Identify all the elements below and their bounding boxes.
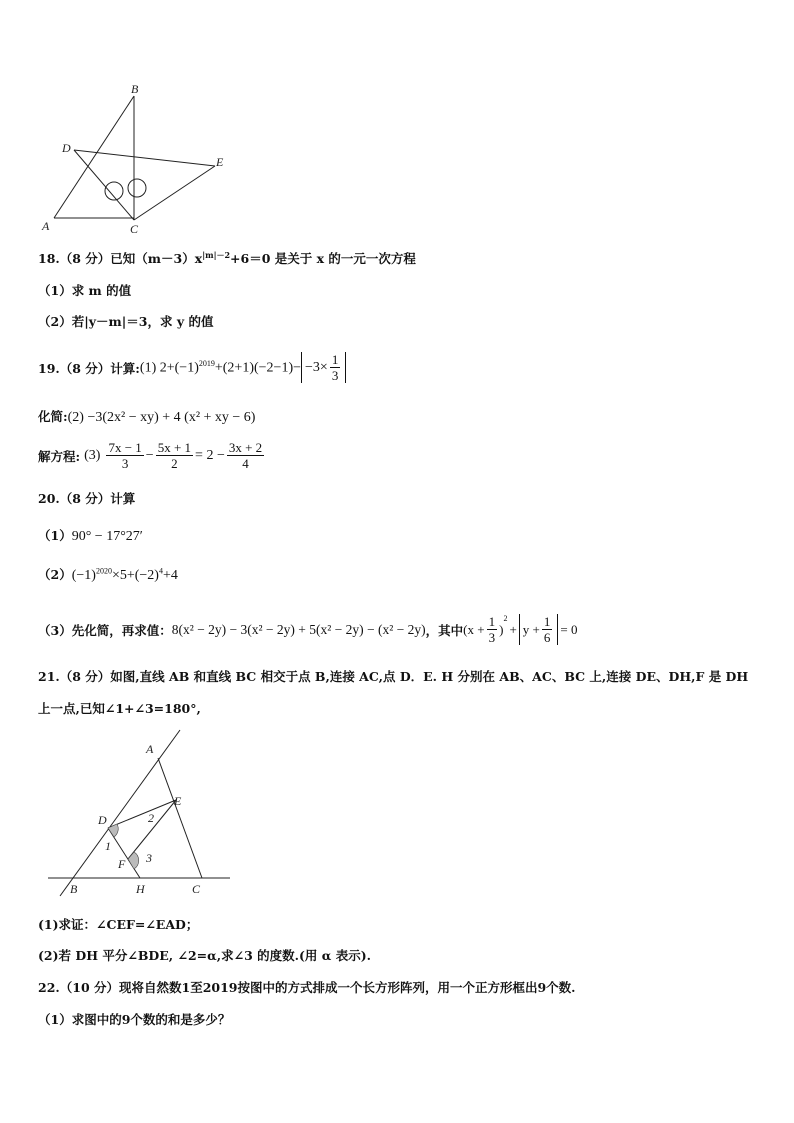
q20-expr-1: 90° − 17°27′	[71, 529, 143, 544]
label-h: H	[136, 882, 145, 896]
q18-head: 18.（8 分）已知（m－3）x	[38, 251, 203, 266]
label-c: C	[192, 882, 201, 896]
fraction-5x-1	[156, 440, 193, 471]
label-b: B	[131, 82, 139, 96]
line-ab	[60, 730, 180, 896]
q19-head: 19.（8 分）计算:	[38, 360, 140, 376]
frac-denominator: 4	[242, 456, 249, 471]
q19-expr-1a: (1) 2+(−1)	[139, 360, 199, 376]
q20-condition: ( x + $\frac{1}{3}$ ) $^2$ + y + $\frac{1}{6}$ = 0	[463, 614, 578, 645]
part-label: （1）	[38, 528, 72, 543]
frac-numerator: 3x + 2	[228, 440, 263, 455]
fraction-3x-2	[227, 440, 264, 471]
angle-1-mark	[108, 824, 118, 837]
label-b: B	[70, 882, 78, 896]
question-21-line-2: 上一点,已知∠1+∠3=180°,	[38, 701, 201, 716]
plus-sign: +	[509, 621, 517, 637]
question-21-part-2: (2)若 DH 平分∠BDE, ∠2=α,求∠3 的度数.(用 α 表示).	[38, 948, 371, 963]
label-angle-3: 3	[146, 851, 152, 865]
segment-ac	[158, 758, 202, 878]
frac-denominator: 3	[121, 456, 129, 471]
frac-numerator: 1	[331, 352, 339, 367]
frac-numerator: 7x − 1	[108, 440, 142, 455]
segment-dc	[74, 150, 134, 220]
question-20-part-3	[38, 614, 577, 645]
q19-simplify-label: 化简:	[38, 409, 68, 424]
label-f: F	[118, 857, 126, 871]
q19-simplify-expr: (2) −3(2x² − xy) + 4 (x² + xy − 6)	[67, 410, 256, 425]
question-20-part-1	[38, 526, 143, 545]
question-22-stem: 22.（10 分）现将自然数1至2019按图中的方式排成一个长方形阵列，用一个正方形框出9个数.	[38, 980, 576, 995]
segment-fe	[128, 800, 176, 859]
label-d: D	[98, 813, 107, 827]
q20-part-3-label: （3）先化简，再求值：	[38, 622, 172, 638]
frac-denominator: 2	[171, 456, 178, 471]
fraction-7x-1	[106, 440, 143, 471]
figure-triangles-abcde	[30, 80, 240, 240]
question-21-part-1: (1)求证：∠CEF=∠EAD；	[38, 917, 199, 932]
exponent-4: 4	[158, 566, 163, 576]
segment-de	[108, 800, 176, 828]
q20-expr-2c: +4	[162, 568, 178, 583]
q18-tail: +6＝0 是关于 x 的一元一次方程	[230, 251, 416, 266]
question-21-line-1: 21.（8 分）如图,直线 AB 和直线 BC 相交于点 B,连接 AC,点 D．E. H 分别在 AB、AC、BC 上,连接 DE、DH,F 是 DH	[38, 669, 749, 684]
frac-denominator: 6	[543, 630, 551, 645]
q20-expr-2b: ×5+(−2)	[111, 568, 159, 583]
fraction-1-3	[330, 352, 341, 383]
question-18-stem	[38, 249, 416, 267]
exponent-2020: 2020	[95, 566, 112, 576]
label-e: E	[174, 794, 182, 808]
question-18-part-1: （1）求 m 的值	[38, 283, 132, 298]
label-a: A	[146, 742, 154, 756]
exponent-2: 2	[503, 614, 508, 623]
frac-denominator: 3	[331, 368, 339, 383]
label-a: A	[42, 219, 50, 233]
label-e: E	[216, 155, 224, 169]
label-d: D	[62, 141, 71, 155]
q19-expr-1	[140, 359, 301, 377]
label-c: C	[130, 222, 139, 236]
abs-y-term	[519, 614, 559, 645]
question-19-line-3	[38, 440, 266, 471]
frac-numerator: 1	[488, 614, 496, 629]
y-plus: y +	[522, 621, 540, 637]
q18-exponent: |m|－2	[202, 249, 231, 260]
label-angle-2: 2	[148, 811, 154, 825]
label-angle-1: 1	[105, 839, 111, 853]
q19-abs-inner: −3×	[305, 359, 328, 375]
question-19-line-2	[38, 407, 255, 426]
fraction-1-6	[542, 614, 553, 645]
q19-absolute-value	[301, 352, 346, 383]
equals-2-minus: = 2 −	[195, 447, 225, 463]
q19-expr-1b: +(2+1)(−2−1)−	[214, 360, 302, 376]
question-20-stem: 20.（8 分）计算	[38, 491, 136, 506]
fraction-1-3	[487, 614, 498, 645]
x-plus: x +	[467, 621, 485, 637]
question-20-part-2	[38, 565, 178, 584]
frac-denominator: 3	[488, 630, 496, 645]
part-label: （2）	[38, 567, 72, 582]
q20-where: ，其中	[425, 622, 464, 638]
question-22-part-1: （1）求图中的9个数的和是多少？	[38, 1012, 231, 1027]
frac-numerator: 1	[543, 614, 551, 629]
frac-numerator: 5x + 1	[157, 440, 192, 455]
equals-zero: = 0	[560, 621, 578, 637]
q19-exponent: 2019	[198, 358, 215, 368]
angle-mark-circle-2	[128, 179, 146, 197]
segment-ce	[134, 166, 215, 220]
segment-de	[74, 150, 215, 166]
q20-expr-2a: (−1)	[71, 568, 96, 583]
q19-equation-label: 解方程:	[38, 448, 81, 464]
question-19-line-1	[38, 352, 346, 383]
segment-ab	[54, 96, 134, 218]
angle-3-mark	[128, 852, 139, 869]
question-18-part-2: （2）若|y－m|＝3，求 y 的值	[38, 314, 214, 329]
minus-sign: −	[145, 447, 154, 463]
figure-lines-abc	[40, 728, 240, 900]
q19-part-3: (3)	[84, 447, 101, 463]
q20-expr-3: 8(x² − 2y) − 3(x² − 2y) + 5(x² − 2y) − (x² − 2y)	[171, 621, 426, 637]
